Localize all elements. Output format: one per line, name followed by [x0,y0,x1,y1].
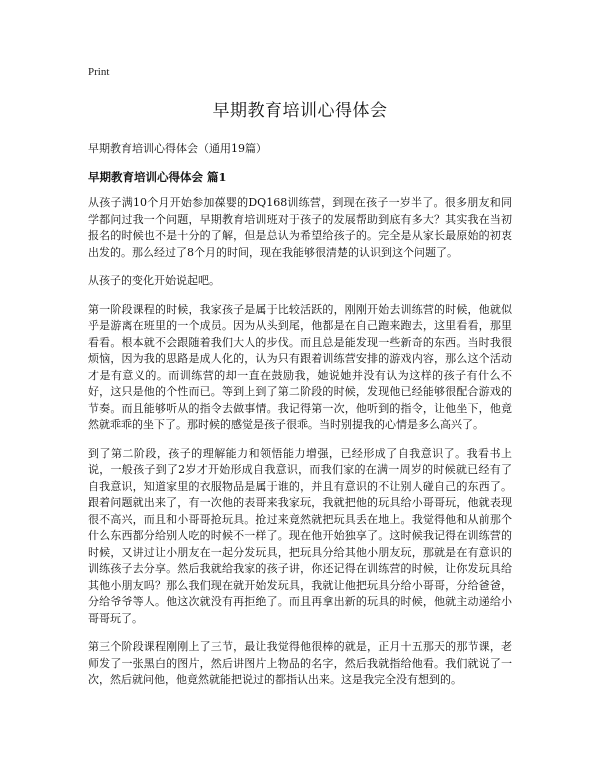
paragraph: 从孩子的变化开始说起吧。 [88,274,220,287]
document-title: 早期教育培训心得体会 [212,101,388,121]
paragraph: 第三个阶段课程刚刚上了三节，最让我觉得他很棒的就是，正月十五那天的那节课，老师发了一张黑白的图片，然后讲图片上物品的名字，然后我就指给他看。我们就说了一次，然后就问他，他竟然就能把说过的都指认出来。这是我完全没有想到的。 [88,640,512,686]
paragraph: 到了第二阶段，孩子的理解能力和领悟能力增强，已经形成了自我意识了。我看书上说，一般孩子到了2岁才开始形成自我意识，而我们家的在满一周岁的时候就已经有了自我意识，知道家里的衣服物品是属于谁的，并且有意识的不让别人碰自己的东西了。跟着问题就出来了，有一次他的表哥来我家玩，我就把他的玩具给小哥哥玩，他就表现很不高兴，而且和小哥哥抢玩具。抢过来竟然就把玩具丢在地上。我觉得他和从前那个什么东西都分给别人吃的时候不一样了。现在他开始独享了。这时候我记得在训练营的时候，又讲过让小朋友在一起分发玩具，把玩具分给其他小朋友玩，那就是在有意识的训练孩子去分享。然后我就给我家的孩子讲，你还记得在训练营的时候，让你发玩具给其他小朋友吗？那么我们现在就开始发玩具，我就让他把玩具分给小哥哥，分给爸爸，分给爷爷等人。他这次就没有再拒绝了。而且再拿出新的玩具的时候，他就主动递给小哥哥玩了。 [88,446,512,625]
document-page [88,66,512,701]
section-heading: 早期教育培训心得体会 篇1 [88,170,227,184]
document-subtitle: 早期教育培训心得体会（通用19篇） [88,142,267,155]
paragraph: 第一阶段课程的时候，我家孩子是属于比较活跃的，刚刚开始去训练营的时候，他就似乎是游离在班里的一个成员。因为从头到尾，他都是在自己跑来跑去，这里看看，那里看看。根本就不会跟随着我们大人的步伐。而且总是能发现一些新奇的东西。当时我很烦恼，因为我的思路是成人化的，认为只有跟着训练营安排的游戏内容，那么这个活动才是有意义的。而训练营的却一直在鼓励我，她说她并没有认为这样的孩子有什么不好，这只是他的个性而已。等到上到了第二阶段的时候，发现他已经能够很配合游戏的节奏。而且能够听从的指令去做事情。我记得第一次，他听到的指令，让他坐下，他竟然就乖乖的坐下了。那时候的感觉是孩子很乖。当时别提我的心情是多么高兴了。 [88,302,512,431]
print-link[interactable]: Print [88,66,110,78]
paragraph: 从孩子满10个月开始参加葆婴的DQ168训练营，到现在孩子一岁半了。很多朋友和同学都问过我一个问题，早期教育培训班对于孩子的发展帮助到底有多大？其实我在当初报名的时候也不是十分的了解，但是总认为希望给孩子的。完全是从家长最原始的初衷出发的。那么经过了8个月的时间，现在我能够很清楚的认识到这个问题了。 [88,196,512,259]
